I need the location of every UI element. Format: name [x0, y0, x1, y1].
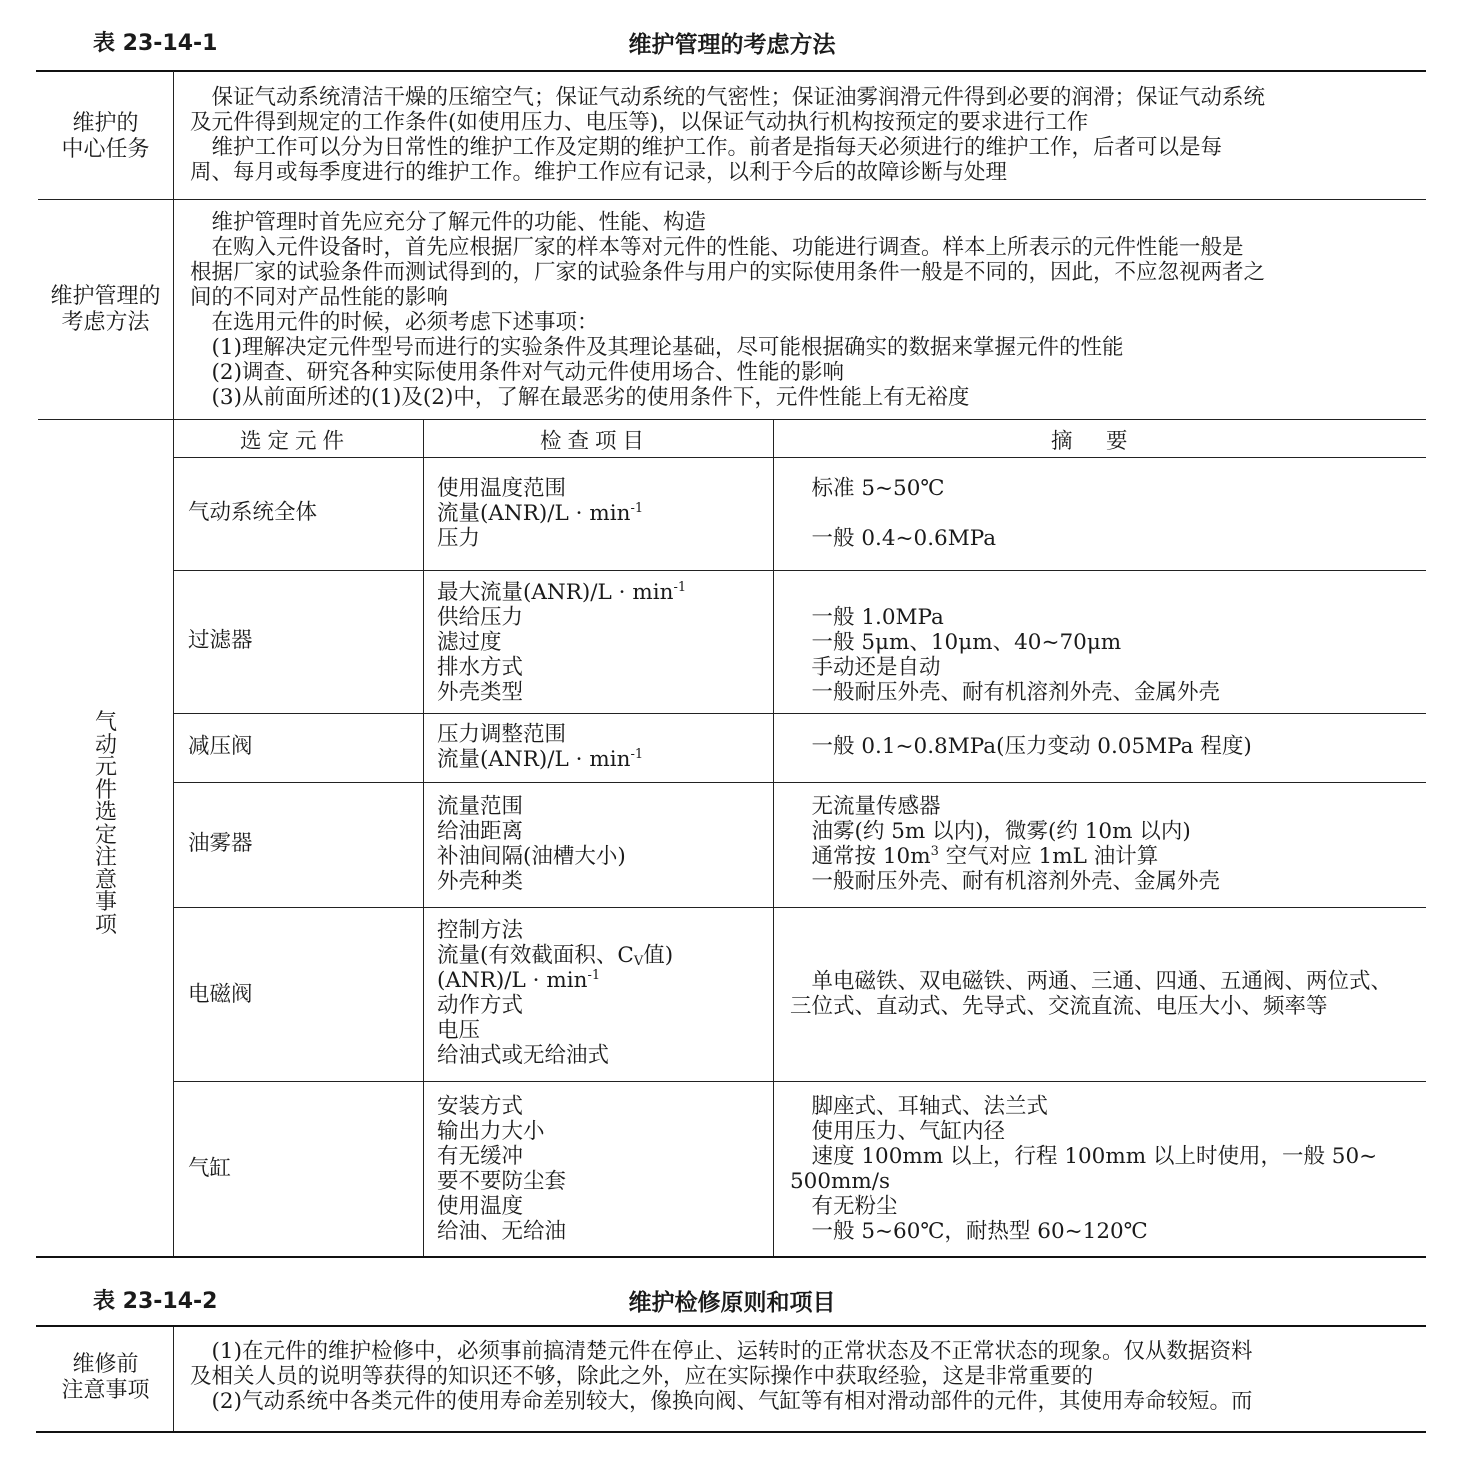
component-name: 油雾器	[188, 831, 253, 856]
item-line	[437, 501, 643, 526]
item-line: 滤过度	[437, 630, 502, 655]
text-line: 维护管理时首先应充分了解元件的功能、性能、构造	[190, 210, 707, 235]
summary-line: 无流量传感器	[790, 794, 941, 819]
summary-line: 标准 5~50℃	[790, 476, 945, 501]
row-divider	[174, 570, 1426, 571]
summary-line: 油雾(约 5m 以内)，微雾(约 10m 以内)	[790, 819, 1191, 844]
subscript: V	[633, 954, 644, 969]
considerations-text	[190, 210, 1265, 410]
summary-line: 一般耐压外壳、耐有机溶剂外壳、金属外壳	[790, 869, 1221, 894]
pre-maintenance-text	[190, 1339, 1252, 1414]
header-divider	[174, 457, 1426, 458]
item-line: 流量范围	[437, 794, 524, 819]
central-task-text	[190, 85, 1265, 185]
table2-number: 表 23-14-2	[93, 1289, 218, 1314]
component-system	[188, 500, 317, 525]
item-line	[437, 747, 643, 772]
component-filter	[188, 628, 253, 653]
summary-cylinder	[790, 1094, 1377, 1244]
section-label-component-selection: 气动元件选定注意事项	[95, 710, 118, 938]
item-line: 补油间隔(油槽大小)	[437, 844, 626, 869]
items-regulator	[437, 722, 643, 772]
column-divider-summary	[773, 420, 774, 1257]
text-line: (1)在元件的维护检修中，必须事前搞清楚元件在停止、运转时的正常状态及不正常状态的现象。仅从数据资料	[190, 1339, 1253, 1364]
label-column-divider	[173, 71, 174, 1257]
row-label-central-task	[38, 111, 173, 163]
label-line: 维修前	[72, 1352, 139, 1377]
text-line: (3)从前面所述的(1)及(2)中，了解在最恶劣的使用条件下，元件性能上有无裕度	[190, 385, 970, 410]
text-line: (2)调查、研究各种实际使用条件对气动元件使用场合、性能的影响	[190, 360, 844, 385]
component-name: 电磁阀	[188, 982, 253, 1007]
items-lubricator	[437, 794, 626, 894]
summary-regulator	[790, 734, 1252, 759]
item-line: 给油、无给油	[437, 1219, 567, 1244]
summary-line: 一般 1.0MPa	[790, 605, 944, 630]
table2-heading	[38, 1258, 1426, 1324]
text-line: 周、每月或每季度进行的维护工作。维护工作应有记录，以利于今后的故障诊断与处理	[190, 160, 1008, 185]
summary-line: 500mm/s	[790, 1169, 891, 1194]
column-divider-items	[423, 420, 424, 1257]
item-line: 给油式或无给油式	[437, 1043, 610, 1068]
label-line: 维护管理的	[50, 284, 161, 309]
summary-line: 一般 5μm、10μm、40~70μm	[790, 630, 1122, 655]
item-line: 电压	[437, 1018, 481, 1043]
items-solenoid-valve	[437, 918, 673, 1068]
superscript: -1	[630, 501, 644, 516]
table2-top-rule	[36, 1325, 1426, 1327]
summary-line: 手动还是自动	[790, 655, 941, 680]
summary-line: 有无粉尘	[790, 1194, 898, 1219]
row-divider	[174, 1081, 1426, 1082]
item-line: 给油距离	[437, 819, 524, 844]
item-line: 有无缓冲	[437, 1144, 524, 1169]
row-divider	[174, 713, 1426, 714]
summary-line: 单电磁铁、双电磁铁、两通、三通、四通、五通阀、两位式、	[790, 969, 1393, 994]
text-line: 保证气动系统清洁干燥的压缩空气；保证气动系统的气密性；保证油雾润滑元件得到必要的润滑；保证气动系统	[190, 85, 1266, 110]
superscript: -1	[673, 580, 687, 595]
summary-line: 三位式、直动式、先导式、交流直流、电压大小、频率等	[790, 994, 1328, 1019]
label-line: 注意事项	[61, 1378, 150, 1403]
component-name: 减压阀	[188, 734, 253, 759]
summary-line: 速度 100mm 以上，行程 100mm 以上时使用，一般 50~	[790, 1144, 1378, 1169]
text-line: 及相关人员的说明等获得的知识还不够，除此之外，应在实际操作中获取经验，这是非常重要的	[190, 1364, 1094, 1389]
summary-line: 使用压力、气缸内径	[790, 1119, 1006, 1144]
summary-text: 通常按 10m	[790, 844, 931, 869]
component-solenoid-valve	[188, 982, 253, 1007]
table2-title: 维护检修原则和项目	[628, 1290, 836, 1316]
summary-line: 一般 0.4~0.6MPa	[790, 526, 997, 551]
component-name: 气缸	[188, 1156, 232, 1181]
items-filter	[437, 580, 686, 705]
row-divider	[174, 782, 1426, 783]
component-regulator	[188, 734, 253, 759]
component-name: 气动系统全体	[188, 500, 318, 525]
row-divider	[38, 199, 1426, 200]
table1-number: 表 23-14-1	[93, 31, 218, 56]
item-line: 使用温度	[437, 1194, 524, 1219]
item-line	[437, 580, 686, 605]
summary-line: 脚座式、耳轴式、法兰式	[790, 1094, 1049, 1119]
item-line	[437, 968, 673, 993]
text-line: 在购入元件设备时，首先应根据厂家的样本等对元件的性能、功能进行调查。样本上所表示的元件性能一般是	[190, 235, 1244, 260]
text-line: 在选用元件的时候，必须考虑下述事项：	[190, 310, 599, 335]
summary-solenoid-valve	[790, 969, 1392, 1019]
row-label-considerations	[38, 284, 173, 336]
summary-line: 一般 5~60℃，耐热型 60~120℃	[790, 1219, 1148, 1244]
summary-lubricator	[790, 794, 1220, 894]
label-line: 维护的	[72, 111, 139, 136]
item-text: 流量(有效截面积、C	[437, 943, 634, 968]
item-line: 外壳种类	[437, 869, 524, 894]
summary-line: 一般 0.1~0.8MPa(压力变动 0.05MPa 程度)	[790, 734, 1252, 759]
table1-title: 维护管理的考虑方法	[628, 32, 836, 58]
item-line: 排水方式	[437, 655, 524, 680]
table2-bottom-rule	[36, 1431, 1426, 1433]
item-line: 压力	[437, 526, 481, 551]
row-divider	[174, 907, 1426, 908]
summary-filter	[790, 605, 1220, 705]
item-line: 压力调整范围	[437, 722, 567, 747]
item-text: 流量(ANR)/L · min	[437, 501, 631, 526]
table1-top-rule	[36, 70, 1426, 72]
text-line: (1)理解决定元件型号而进行的实验条件及其理论基础，尽可能根据确实的数据来掌握元件的性能	[190, 335, 1124, 360]
item-line: 外壳类型	[437, 680, 524, 705]
header-check-items: 检查项目	[540, 429, 651, 454]
summary-line: 一般耐压外壳、耐有机溶剂外壳、金属外壳	[790, 680, 1221, 705]
label-line: 中心任务	[61, 137, 150, 162]
superscript: -1	[587, 968, 601, 983]
text-line: 及元件得到规定的工作条件(如使用压力、电压等)，以保证气动执行机构按预定的要求进行工作	[190, 110, 1089, 135]
text-line: 间的不同对产品性能的影响	[190, 285, 449, 310]
item-line: 安装方式	[437, 1094, 524, 1119]
text-line: (2)气动系统中各类元件的使用寿命差别较大，像换向阀、气缸等有相对滑动部件的元件，其使用寿命较短。而	[190, 1389, 1253, 1414]
summary-line	[790, 844, 1220, 869]
component-lubricator	[188, 831, 253, 856]
table1-heading	[38, 0, 1426, 70]
item-text: 最大流量(ANR)/L · min	[437, 580, 674, 605]
summary-system	[790, 476, 996, 551]
text-line: 维护工作可以分为日常性的维护工作及定期的维护工作。前者是指每天必须进行的维护工作，后者可以是每	[190, 135, 1223, 160]
component-cylinder	[188, 1156, 231, 1181]
component-name: 过滤器	[188, 628, 253, 653]
item-line: 使用温度范围	[437, 476, 567, 501]
row-divider	[38, 419, 1426, 420]
item-line: 要不要防尘套	[437, 1169, 567, 1194]
text-line: 根据厂家的试验条件而测试得到的，厂家的试验条件与用户的实际使用条件一般是不同的，因此，不应忽视两者之	[190, 260, 1266, 285]
header-component: 选定元件	[240, 429, 351, 454]
label-line: 考虑方法	[61, 310, 150, 335]
summary-line	[790, 501, 996, 526]
items-system	[437, 476, 643, 551]
item-text: (ANR)/L · min	[437, 968, 588, 993]
item-text: 流量(ANR)/L · min	[437, 747, 631, 772]
label-column-divider	[173, 1327, 174, 1432]
item-line: 输出力大小	[437, 1119, 545, 1144]
item-line: 控制方法	[437, 918, 524, 943]
items-cylinder	[437, 1094, 566, 1244]
item-line	[437, 943, 673, 968]
item-line: 动作方式	[437, 993, 524, 1018]
item-line: 供给压力	[437, 605, 524, 630]
row-label-pre-maintenance	[38, 1352, 173, 1404]
item-text: 值)	[643, 943, 674, 968]
superscript: -1	[630, 747, 644, 762]
superscript: 3	[930, 844, 939, 859]
header-summary: 摘 要	[1051, 429, 1134, 454]
summary-text: 空气对应 1mL 油计算	[938, 844, 1159, 869]
